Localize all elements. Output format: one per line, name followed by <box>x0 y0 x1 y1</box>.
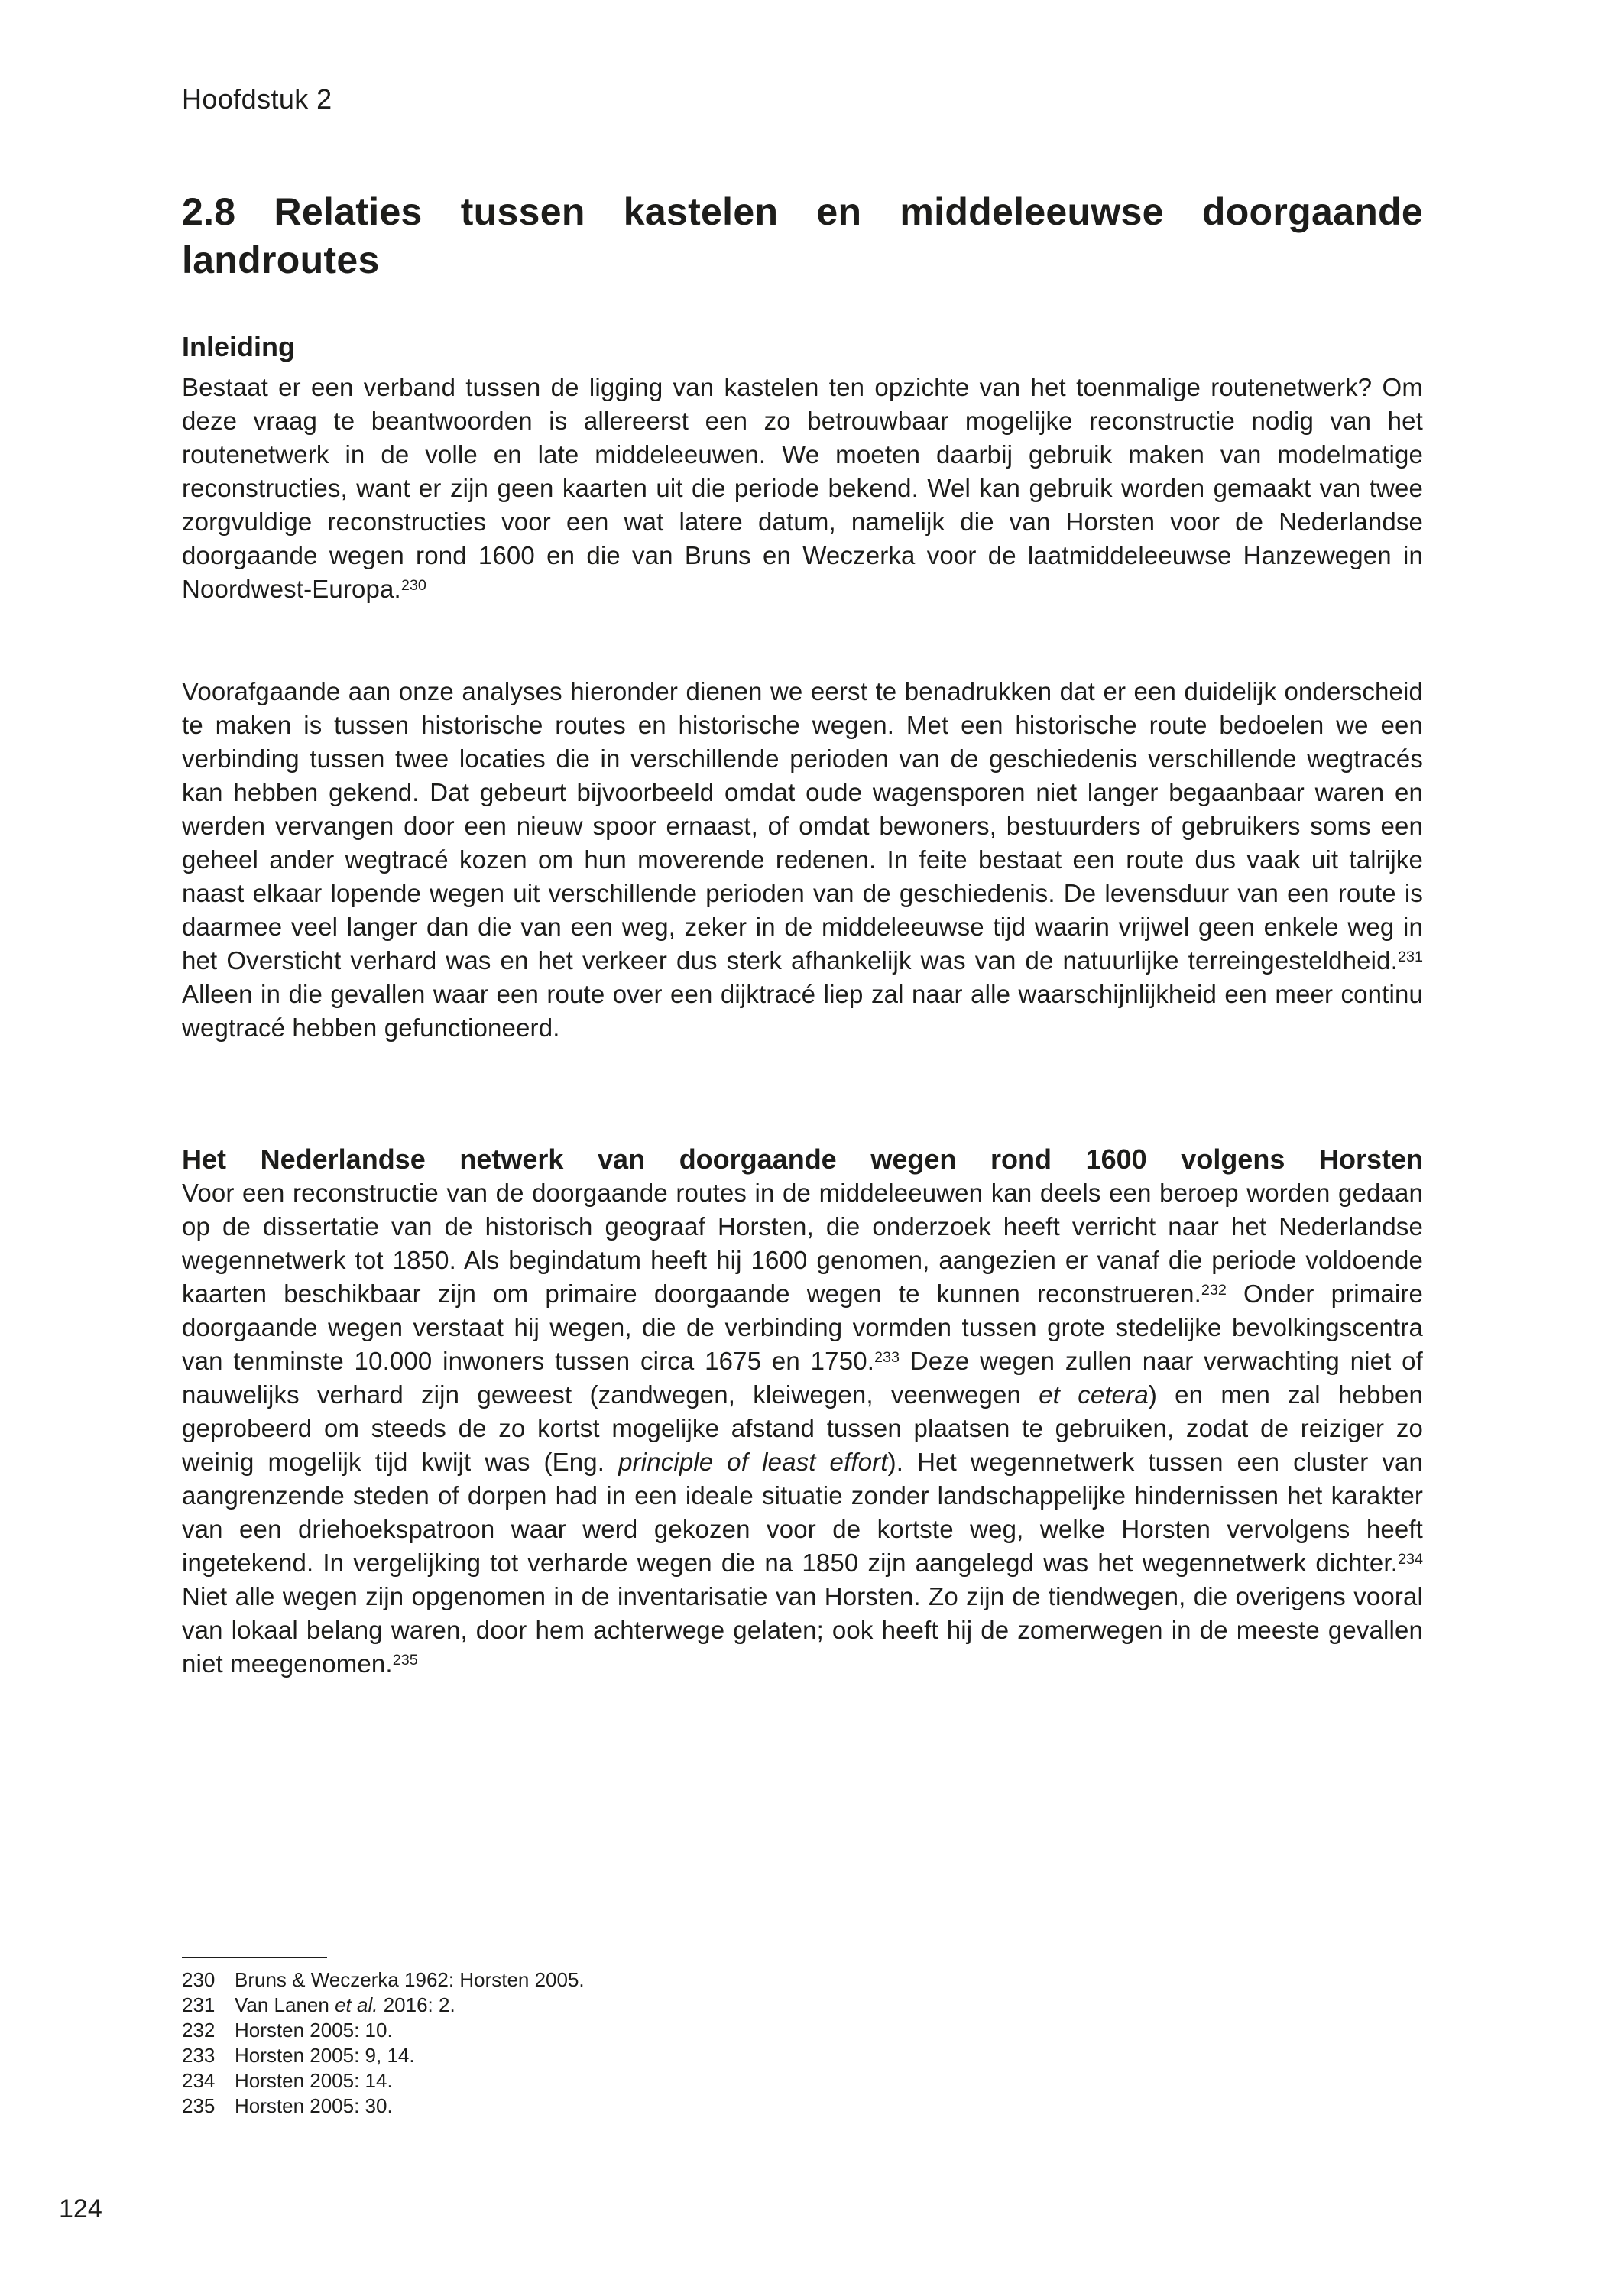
text-run: Bestaat er een verband tussen de ligging van kastelen ten opzichte van het toenmalige routenetwerk? Om deze vraag te beantwoorden is allereerst een zo betrouwbaar mogelijke reconstructie nodig van het routenetwerk in de volle en late middeleeuwen. We moeten daarbij gebruik maken van modelmatige reconstructies, want er zijn geen kaarten uit die periode bekend. Wel kan gebruik worden gemaakt van twee zorgvuldige reconstructies voor een wat latere datum, namelijk die van Horsten voor de Nederlandse doorgaande wegen rond 1600 en die van Bruns en Weczerka voor de laatmiddeleeuwse Hanzewegen in Noordwest-Europa. <box>182 373 1423 603</box>
footnote-divider <box>182 1957 327 1958</box>
footnote-text <box>235 1993 1252 2018</box>
footnote-text <box>235 2043 1252 2068</box>
text-run: Deze wegen zullen naar verwachting niet of nauwelijks verhard zijn geweest (zandwegen, kleiwegen, veenwegen <box>182 1347 1423 1409</box>
text-run: Voor een reconstructie van de doorgaande routes in de middeleeuwen kan deels een beroep worden gedaan op de dissertatie van de historisch geograaf Horsten, die onderzoek heeft verricht naar het Nederlandse wegennetwerk tot 1850. Als begindatum heeft hij 1600 genomen, aangezien er vanaf die periode voldoende kaarten beschikbaar zijn om primaire doorgaande wegen te kunnen reconstrueren. <box>182 1179 1423 1308</box>
footnote-reference: 234 <box>1397 1551 1423 1568</box>
section-title-line-2: landroutes <box>182 238 380 281</box>
footnote-number: 235 <box>182 2094 216 2117</box>
footnote-item <box>182 2068 1252 2094</box>
footnote-item <box>182 2043 1252 2068</box>
page-number: 124 <box>59 2194 102 2223</box>
footnote-reference: 232 <box>1201 1282 1227 1299</box>
subheading-inleiding: Inleiding <box>182 331 295 362</box>
footnote-number: 234 <box>182 2069 216 2092</box>
footnote-number: 233 <box>182 2044 216 2067</box>
footnote-text <box>235 1967 1252 1993</box>
section-title-line-1: 2.8 Relaties tussen kastelen en middeleeuwse doorgaande <box>182 190 1423 233</box>
footnote-number: 231 <box>182 1993 216 2016</box>
footnote-item <box>182 1967 1252 1993</box>
footnote-reference: 233 <box>874 1349 900 1367</box>
footnote-item <box>182 2018 1252 2043</box>
text-run: Van Lanen <box>235 1993 335 2016</box>
text-run: Horsten 2005: 30. <box>235 2094 393 2117</box>
text-run: Voorafgaande aan onze analyses hieronder dienen we eerst te benadrukken dat er een duidelijk onderscheid te maken is tussen historische routes en historische wegen. Met een historische route bedoelen we een verbinding tussen twee locaties die in verschillende perioden van de geschiedenis verschillende wegtracés kan hebben gekend. Dat gebeurt bijvoorbeeld omdat oude wagensporen niet langer begaanbaar waren en werden vervangen door een nieuw spoor ernaast, of omdat bewoners, bestuurders of gebruikers soms een geheel ander wegtracé kozen om hun moverende redenen. In feite bestaat een route dus vaak uit talrijke naast elkaar lopende wegen uit verschillende perioden van de geschiedenis. De levensduur van een route is daarmee veel langer dan die van een weg, zeker in de middeleeuwse tijd waarin vrijwel geen enkele weg in het Oversticht verhard was en het verkeer dus sterk afhankelijk was van de natuurlijke terreingesteldheid. <box>182 677 1423 975</box>
italic-text: principle of least effort <box>618 1448 888 1476</box>
footnote-reference: 230 <box>400 577 426 595</box>
text-run: 2016: 2. <box>378 1993 455 2016</box>
section-title <box>182 188 1423 284</box>
paragraph-intro <box>182 371 1423 640</box>
paragraph-horsten <box>182 1176 1423 1748</box>
text-run: Bruns & Weczerka 1962: Horsten 2005. <box>235 1968 585 1991</box>
footnotes <box>182 1967 1252 2119</box>
text-run: Horsten 2005: 9, 14. <box>235 2044 415 2067</box>
footnote-text <box>235 2068 1252 2094</box>
italic-text: et al. <box>335 1993 378 2016</box>
footnote-text <box>235 2094 1252 2119</box>
footnote-item <box>182 1993 1252 2018</box>
footnote-number: 230 <box>182 1968 216 1991</box>
text-column <box>182 83 1423 1748</box>
subheading-horsten: Het Nederlandse netwerk van doorgaande wegen rond 1600 volgens Horsten <box>182 1143 1423 1175</box>
text-run: ). Het wegennetwerk tussen een cluster van aangrenzende steden of dorpen had in een ideale situatie zonder landschappelijke hindernissen het karakter van een driehoekspatroon waar werd gekozen voor de kortste weg, welke Horsten vervolgens heeft ingetekend. In vergelijking tot verharde wegen die na 1850 zijn aangelegd was het wegennetwerk dichter. <box>182 1448 1423 1577</box>
text-run: Niet alle wegen zijn opgenomen in de inventarisatie van Horsten. Zo zijn de tiendwegen, die overigens vooral van lokaal belang waren, door hem achterwege gelaten; ook heeft hij de zomerwegen in de meeste gevallen niet meegenomen. <box>182 1582 1423 1678</box>
text-run: ) en men zal hebben geprobeerd om steeds de zo kortst mogelijke afstand tussen plaatsen te gebruiken, zodat de reiziger zo weinig mogelijk tijd kwijt was (Eng. <box>182 1380 1423 1476</box>
footnote-reference: 231 <box>1397 949 1423 966</box>
text-run: Onder primaire doorgaande wegen verstaat hij wegen, die de verbinding vormden tussen grote stedelijke bevolkingscentra van tenminste 10.000 inwoners tussen circa 1675 en 1750. <box>182 1279 1424 1375</box>
footnote-number: 232 <box>182 2019 216 2042</box>
text-run: Horsten 2005: 14. <box>235 2069 393 2092</box>
footnote-item <box>182 2094 1252 2119</box>
italic-text: et cetera <box>1039 1380 1149 1409</box>
paragraph-routes-vs-wegen <box>182 675 1423 1112</box>
footnote-text <box>235 2018 1252 2043</box>
text-run: Alleen in die gevallen waar een route over een dijktracé liep zal naar alle waarschijnlijkheid een meer continu wegtracé hebben gefunctioneerd. <box>182 980 1423 1042</box>
running-header: Hoofdstuk 2 <box>182 83 332 115</box>
text-run: Horsten 2005: 10. <box>235 2019 393 2042</box>
footnote-reference: 235 <box>392 1652 418 1669</box>
